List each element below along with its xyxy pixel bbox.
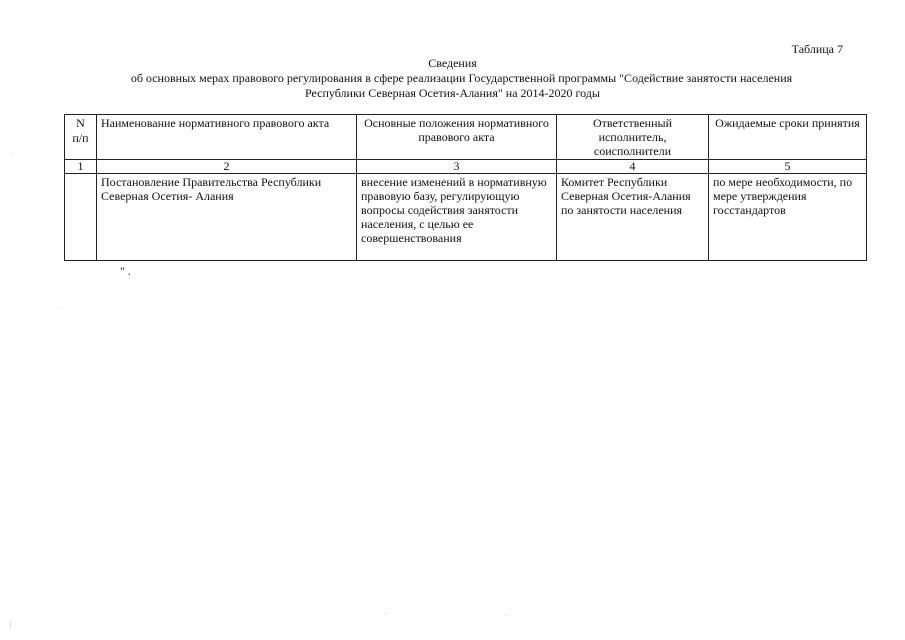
title-line: Республики Северная Осетия-Алания" на 2014-2020 годы (305, 86, 600, 100)
title-line: Сведения (428, 56, 477, 70)
measures-table (64, 114, 867, 261)
scan-speck: · (385, 610, 388, 618)
column-header-act-name: Наименование нормативного правового акта (97, 115, 357, 160)
scan-speck: · (60, 305, 63, 313)
title-line: об основных мерах правового регулирования в сфере реализации Государственной программы "Содействие занятости населения (130, 71, 793, 85)
column-header-provisions: Основные положения нормативного правового акта (357, 115, 557, 160)
column-number: 4 (557, 160, 709, 174)
document-title (0, 56, 905, 101)
cell-executor: Комитет Республики Северная Осетия-Алания по занятости населения (557, 174, 709, 261)
scan-speck: | (10, 620, 12, 628)
column-number: 1 (65, 160, 97, 174)
table-header-row (65, 115, 867, 160)
cell-terms: по мере необходимости, по мере утверждения госстандартов (709, 174, 867, 261)
cell-provisions: внесение изменений в нормативную правовую базу, регулирующую вопросы содействия занятости населения, с целью ее совершенствования (357, 174, 557, 261)
cell-number (65, 174, 97, 261)
column-number: 5 (709, 160, 867, 174)
column-number: 3 (357, 160, 557, 174)
column-header-executor: Ответственный исполнитель, соисполнители (557, 115, 709, 160)
cell-act-name: Постановление Правительства Республики Северная Осетия- Алания (97, 174, 357, 261)
column-header-number (65, 115, 97, 160)
table-label: Таблица 7 (791, 42, 843, 56)
scan-speck: · (505, 612, 508, 620)
column-header-terms: Ожидаемые сроки принятия (709, 115, 867, 160)
column-number-row (65, 160, 867, 174)
column-header-number-text: N п/п (72, 116, 89, 145)
table-row (65, 174, 867, 261)
column-number: 2 (97, 160, 357, 174)
closing-quote-mark: " . (120, 264, 131, 278)
scan-speck: · (10, 150, 13, 158)
